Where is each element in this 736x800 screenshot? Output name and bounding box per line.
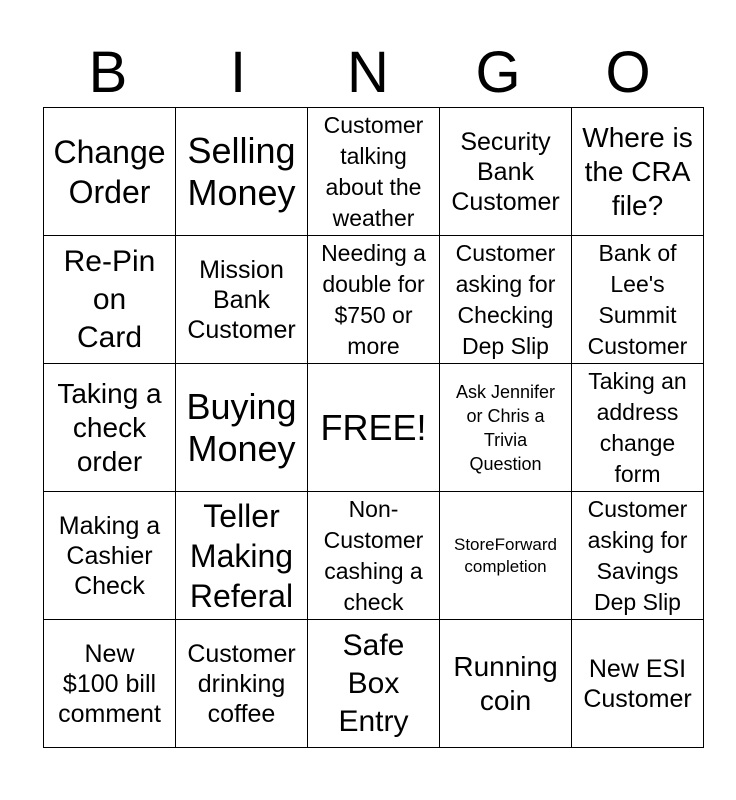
bingo-cell[interactable]: [44, 236, 176, 364]
cell-text: Making a Cashier Check: [58, 511, 161, 600]
cell-text: Mission Bank Customer: [187, 255, 296, 344]
cell-text: Needing a double for $750 or more: [321, 239, 426, 359]
cell-text: StoreForward completion: [454, 534, 557, 576]
bingo-cell[interactable]: [176, 620, 308, 748]
cell-text: Taking a check order: [57, 377, 162, 477]
bingo-cell[interactable]: [572, 492, 704, 620]
header-letter-n: N: [347, 40, 389, 105]
bingo-cell[interactable]: [176, 236, 308, 364]
bingo-row: [44, 620, 704, 748]
header-letter-o: O: [605, 40, 651, 105]
cell-text: Selling Money: [187, 129, 296, 213]
cell-text: Non- Customer cashing a check: [323, 495, 424, 615]
bingo-cell[interactable]: [572, 364, 704, 492]
bingo-cell[interactable]: [572, 236, 704, 364]
bingo-cell[interactable]: [44, 492, 176, 620]
cell-text: Running coin: [453, 650, 558, 716]
bingo-row: [44, 236, 704, 364]
header-letter-i: I: [229, 40, 247, 105]
bingo-cell[interactable]: [440, 364, 572, 492]
bingo-cell[interactable]: [308, 492, 440, 620]
header-letter-b: B: [88, 40, 128, 105]
bingo-header: [43, 40, 693, 106]
bingo-cell[interactable]: [440, 108, 572, 236]
bingo-cell[interactable]: [44, 108, 176, 236]
bingo-row: [44, 108, 704, 236]
cell-text: Where is the CRA file?: [582, 121, 693, 221]
free-space-cell[interactable]: [308, 364, 440, 492]
bingo-cell[interactable]: [44, 620, 176, 748]
cell-text: Customer asking for Checking Dep Slip: [455, 239, 556, 359]
cell-text: New ESI Customer: [583, 654, 692, 713]
cell-text: Change Order: [53, 133, 166, 210]
cell-text: Customer asking for Savings Dep Slip: [587, 495, 688, 615]
bingo-cell[interactable]: [44, 364, 176, 492]
bingo-row: [44, 492, 704, 620]
free-space-text: FREE!: [320, 407, 427, 448]
cell-text: Teller Making Referal: [189, 497, 294, 614]
cell-text: Taking an address change form: [588, 367, 687, 487]
cell-text: Customer drinking coffee: [187, 639, 296, 728]
bingo-cell[interactable]: [176, 364, 308, 492]
bingo-card: [43, 107, 704, 748]
cell-text: Ask Jennifer or Chris a Trivia Question: [455, 381, 556, 474]
bingo-cell[interactable]: [440, 620, 572, 748]
cell-text: Re-Pin on Card: [63, 244, 156, 354]
cell-text: Safe Box Entry: [338, 628, 409, 738]
bingo-cell[interactable]: [440, 492, 572, 620]
cell-text: New $100 bill comment: [58, 639, 161, 728]
bingo-cell[interactable]: [308, 620, 440, 748]
cell-text: Customer talking about the weather: [323, 111, 424, 231]
cell-text: Buying Money: [186, 385, 297, 469]
bingo-cell[interactable]: [176, 492, 308, 620]
cell-text: Bank of Lee's Summit Customer: [587, 239, 688, 359]
cell-text: Security Bank Customer: [451, 127, 560, 216]
bingo-cell[interactable]: [176, 108, 308, 236]
header-letter-g: G: [475, 40, 521, 105]
bingo-cell[interactable]: [572, 108, 704, 236]
bingo-cell[interactable]: [308, 236, 440, 364]
bingo-row: [44, 364, 704, 492]
bingo-cell[interactable]: [572, 620, 704, 748]
bingo-cell[interactable]: [308, 108, 440, 236]
bingo-cell[interactable]: [440, 236, 572, 364]
